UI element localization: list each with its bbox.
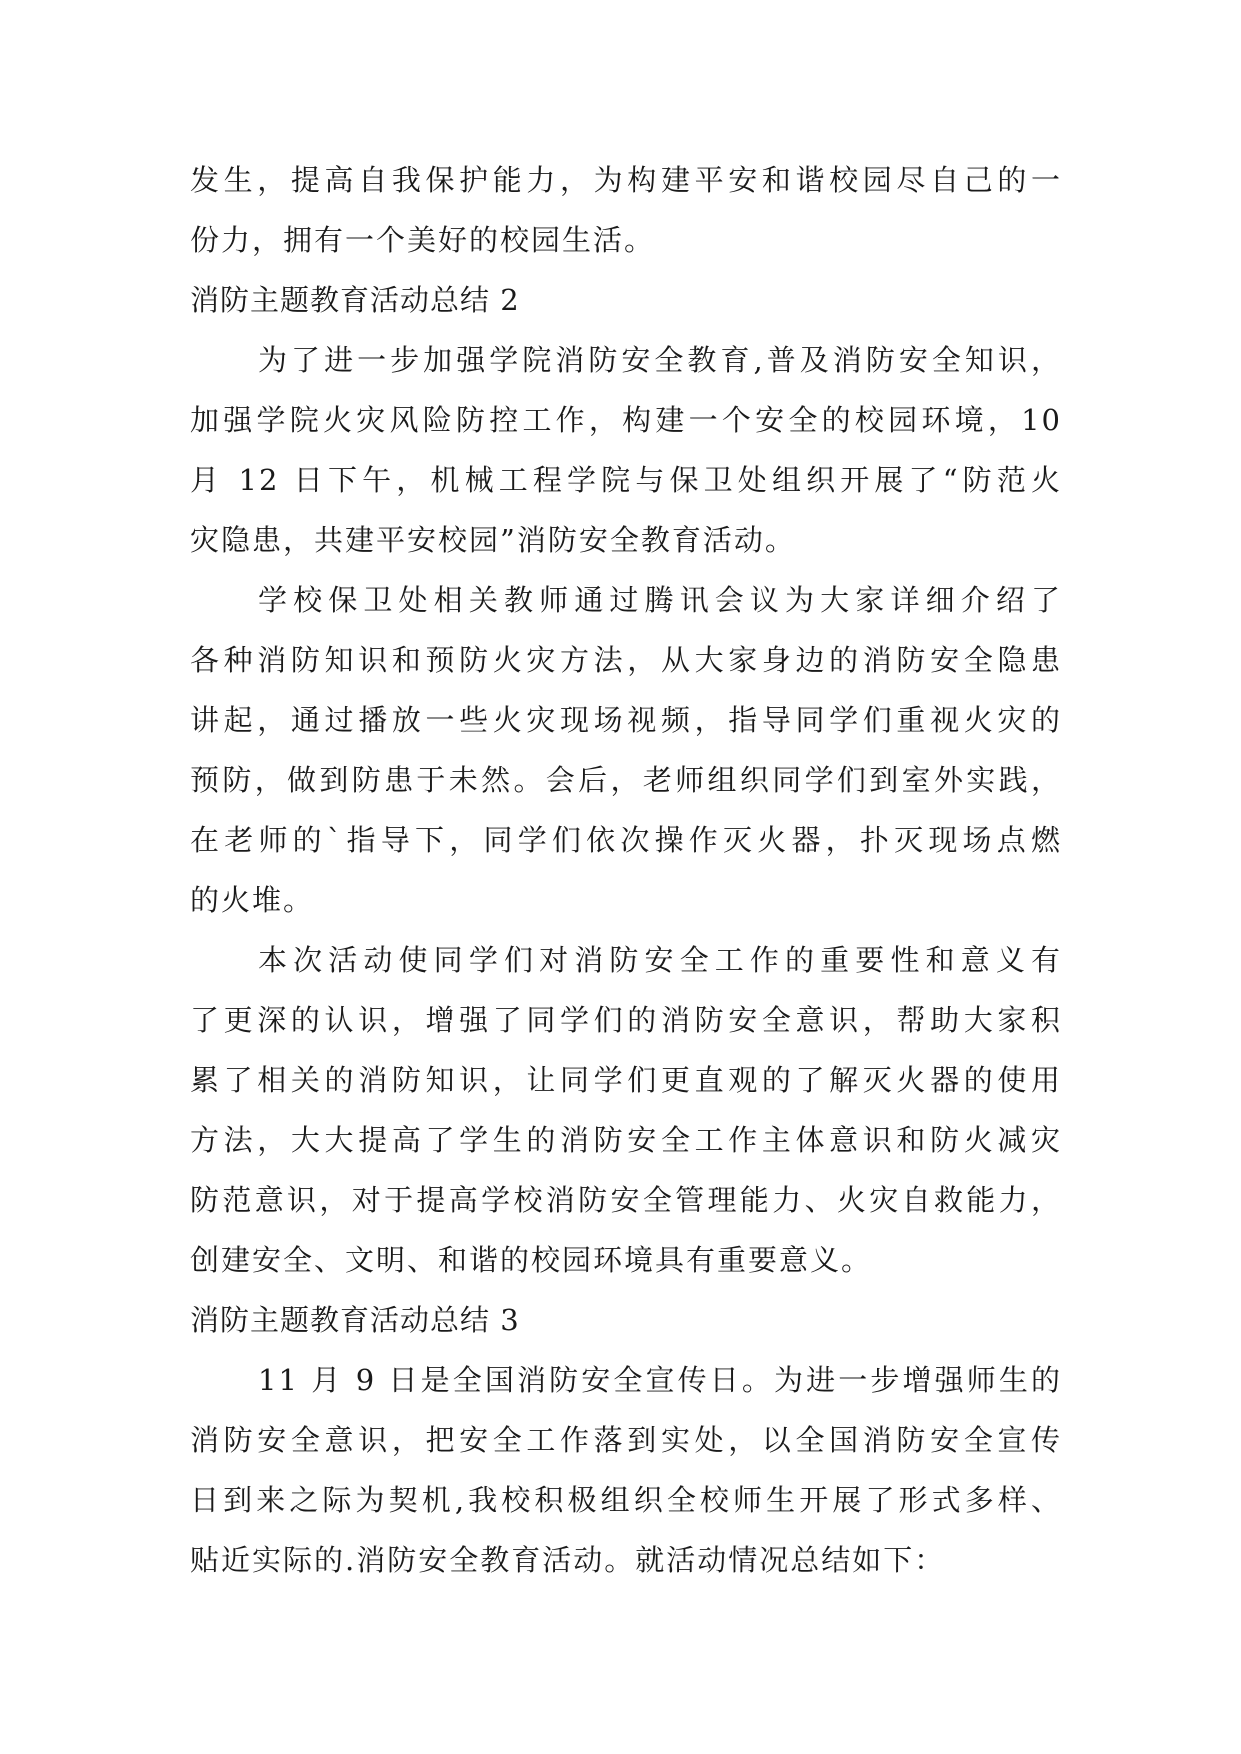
section-heading-2: 消防主题教育活动总结 2 — [190, 283, 520, 317]
text-line: 在老师的`指导下，同学们依次操作灭火器，扑灭现场点燃 — [190, 823, 1062, 857]
text-line: 预防，做到防患于未然。会后，老师组织同学们到室外实践， — [190, 763, 1062, 797]
text-line: 日到来之际为契机,我校积极组织全校师生开展了形式多样、 — [190, 1483, 1062, 1517]
document-body — [190, 150, 1062, 1590]
text-line: 份力，拥有一个美好的校园生活。 — [190, 223, 656, 257]
section2-paragraph-1 — [190, 330, 1062, 570]
text-line: 11 月 9 日是全国消防安全宣传日。为进一步增强师生的 — [258, 1363, 1062, 1397]
text-line: 讲起，通过播放一些火灾现场视频，指导同学们重视火灾的 — [190, 703, 1062, 737]
text-line: 贴近实际的.消防安全教育活动。就活动情况总结如下： — [190, 1543, 946, 1577]
text-line: 加强学院火灾风险防控工作，构建一个安全的校园环境，10 — [190, 403, 1062, 437]
text-line: 学校保卫处相关教师通过腾讯会议为大家详细介绍了 — [258, 583, 1062, 617]
text-line: 发生，提高自我保护能力，为构建平安和谐校园尽自己的一 — [190, 163, 1062, 197]
text-line: 了更深的认识，增强了同学们的消防安全意识，帮助大家积 — [190, 1003, 1062, 1037]
section3-paragraph-1 — [190, 1350, 1062, 1590]
text-line: 本次活动使同学们对消防安全工作的重要性和意义有 — [258, 943, 1062, 977]
text-line: 消防安全意识，把安全工作落到实处，以全国消防安全宣传 — [190, 1423, 1062, 1457]
text-line: 防范意识，对于提高学校消防安全管理能力、火灾自救能力， — [190, 1183, 1062, 1217]
section2-paragraph-3 — [190, 930, 1062, 1290]
section2-paragraph-2 — [190, 570, 1062, 930]
text-line: 各种消防知识和预防火灾方法，从大家身边的消防安全隐患 — [190, 643, 1062, 677]
text-line: 为了进一步加强学院消防安全教育,普及消防安全知识， — [258, 343, 1062, 377]
text-line: 灾隐患，共建平安校园”消防安全教育活动。 — [190, 523, 796, 557]
text-line: 方法，大大提高了学生的消防安全工作主体意识和防火减灾 — [190, 1123, 1062, 1157]
text-line: 月 12 日下午，机械工程学院与保卫处组织开展了“防范火 — [190, 463, 1062, 497]
text-line: 的火堆。 — [190, 883, 315, 917]
section-heading-3: 消防主题教育活动总结 3 — [190, 1303, 520, 1337]
text-line: 创建安全、文明、和谐的校园环境具有重要意义。 — [190, 1243, 873, 1277]
text-line: 累了相关的消防知识，让同学们更直观的了解灭火器的使用 — [190, 1063, 1062, 1097]
section1-tail-paragraph — [190, 150, 1062, 270]
